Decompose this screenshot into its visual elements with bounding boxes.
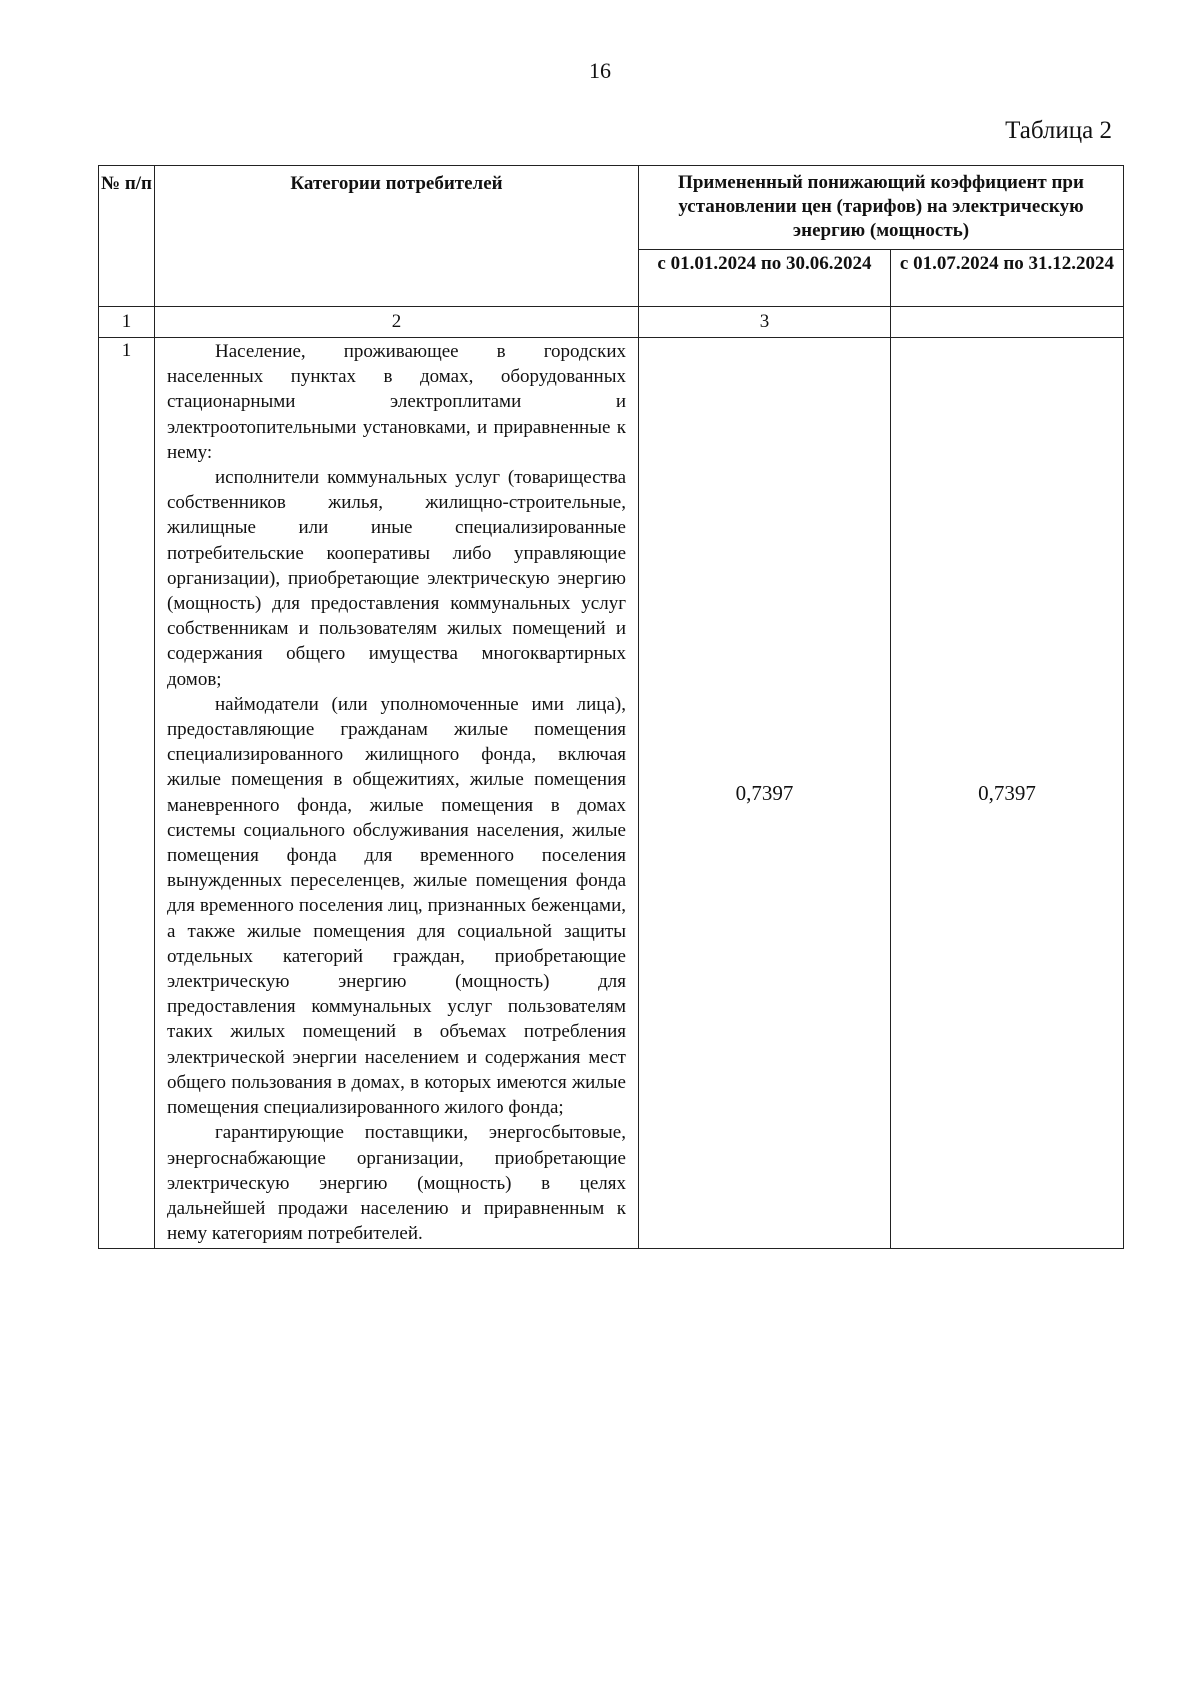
coefficient-value-period-1: 0,7397 <box>639 338 891 1249</box>
page-number: 16 <box>589 58 611 83</box>
row-number: 1 <box>99 338 155 1249</box>
category-paragraph: исполнители коммунальных услуг (товарищества собственников жилья, жилищно-строительные, жилищные или иные специализированные потребительские кооперативы либо управляющие организации), приобретающие электрическую энергию (мощность) для предоставления коммунальных услуг собственникам и пользователям жилых помещений и содержания общего имущества многоквартирных домов; <box>167 467 626 690</box>
header-number: № п/п <box>99 166 155 307</box>
category-paragraph: Население, проживающее в городских населенных пунктах в домах, оборудованных стационарными электроплитами и электроотопительными установками, и приравненные к нему: <box>167 341 626 463</box>
table-row <box>99 338 1124 1249</box>
category-paragraph: гарантирующие поставщики, энергосбытовые, энергоснабжающие организации, приобретающие электрическую энергию (мощность) в целях дальнейшей продажи населению и приравненным к нему категориям потребителей. <box>167 1122 626 1245</box>
column-number-3: 3 <box>639 307 891 338</box>
column-number-1: 1 <box>99 307 155 338</box>
category-paragraph: наймодатели (или уполномоченные ими лица), предоставляющие гражданам жилые помещения специализированного жилищного фонда, включая жилые помещения в общежитиях, жилые помещения маневренного фонда, жилые помещения в домах системы социального обслуживания населения, жилые помещения фонда для временного поселения вынужденных переселенцев, жилые помещения фонда для временного поселения лиц, признанных беженцами, а также жилые помещения для социальной защиты отдельных категорий граждан, приобретающие электрическую энергию (мощность) для предоставления коммунальных услуг пользователям таких жилых помещений в объемах потребления электрической энергии населением и содержания мест общего пользования в домах, в которых имеются жилые помещения специализированного жилого фонда; <box>167 693 626 1119</box>
coefficient-table <box>98 165 1124 1249</box>
column-number-4 <box>891 307 1124 338</box>
column-number-2: 2 <box>155 307 639 338</box>
header-coefficient: Примененный понижающий коэффициент при установлении цен (тарифов) на электрическую энергию (мощность) <box>639 166 1124 250</box>
header-period-2: с 01.07.2024 по 31.12.2024 <box>891 250 1124 307</box>
category-description <box>155 338 639 1249</box>
header-category: Категории потребителей <box>155 166 639 307</box>
header-period-1: с 01.01.2024 по 30.06.2024 <box>639 250 891 307</box>
table-caption: Таблица 2 <box>1005 117 1112 144</box>
coefficient-value-period-2: 0,7397 <box>891 338 1124 1249</box>
